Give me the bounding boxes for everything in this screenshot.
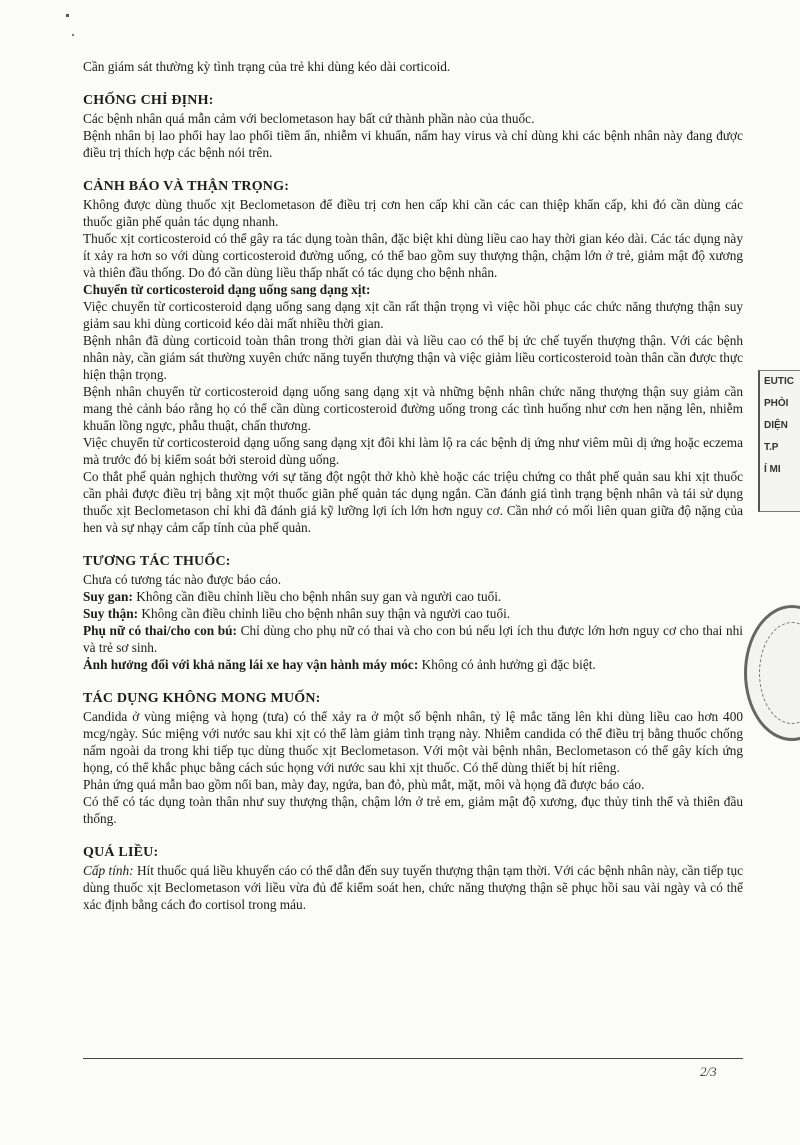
section-interactions — [83, 552, 743, 673]
paragraph: Việc chuyển từ corticosteroid dạng uống sang dạng xịt đôi khi làm lộ ra các bệnh dị ứng như viêm mũi dị ứng hoặc eczema mà trước đó bị kiểm soát bởi steroid dùng uống. — [83, 435, 743, 467]
stamp-text: T.P — [764, 442, 779, 453]
paragraph: Bệnh nhân chuyển từ corticosteroid dạng uống sang dạng xịt và những bệnh nhân chức năng thượng thận suy giảm cần mang thẻ cảnh báo rằng họ có thể cần dùng corticosteroid đường uống trong các tình huống như cơn hen nặng lên, nhiễm khuẩn lồng ngực, phẫu thuật, chấn thương. — [83, 384, 743, 433]
paragraph-acute — [83, 862, 743, 913]
section-heading: CẢNH BÁO VÀ THẬN TRỌNG: — [83, 179, 290, 194]
scan-speck — [66, 14, 69, 17]
paragraph: Co thắt phế quản nghịch thường với sự tăng đột ngột thở khò khè hoặc các triệu chứng co thắt phế quản sau khi xịt thuốc cần phải được điều trị bằng xịt một thuốc giãn phế quản tác dụng ngắn. Cần đánh giá tình trạng bệnh nhân và tái sử dụng thuốc xịt Beclometason chỉ khi đã đánh giá kỹ lưỡng lợi ích lớn hơn nguy cơ. Cần nhớ có mối liên quan giữa độ nặng của hen và sự nhạy cảm cấp tính của phế quản. — [83, 469, 743, 535]
label-kidney: Suy thận: — [83, 606, 139, 621]
seal-fragment — [744, 605, 800, 741]
text-pregnancy: Chỉ dùng cho phụ nữ có thai và cho con bú nếu lợi ích thu được lớn hơn nguy cơ cho thai nhi và trẻ sơ sinh. — [83, 623, 743, 655]
scan-speck — [72, 34, 74, 36]
subheading: Chuyển từ corticosteroid dạng uống sang dạng xịt: — [83, 282, 371, 297]
paragraph: Bệnh nhân đã dùng corticoid toàn thân trong thời gian dài và liều cao có thể bị ức chế tuyến thượng thận. Với các bệnh nhân này, cần giám sát thường xuyên chức năng tuyến thượng thận và việc giảm liều corticosteroid toàn thân cần được thực hiện thận trọng. — [83, 333, 743, 382]
paragraph: Việc chuyển từ corticosteroid dạng uống sang dạng xịt cần rất thận trọng vì việc hồi phục các chức năng thượng thận suy giảm sau khi dùng corticoid kéo dài mất nhiều thời gian. — [83, 299, 743, 331]
paragraph: Bệnh nhân bị lao phổi hay lao phổi tiềm ẩn, nhiễm vi khuẩn, nấm hay virus và chỉ dùng khi các bệnh nhân này đang được điều trị thích hợp các bệnh nói trên. — [83, 128, 743, 160]
label-pregnancy: Phụ nữ có thai/cho con bú: — [83, 623, 237, 638]
section-heading: TÁC DỤNG KHÔNG MONG MUỐN: — [83, 691, 321, 706]
footer-divider — [83, 1058, 743, 1059]
stamp-text: EUTIC — [764, 376, 794, 387]
paragraph-kidney — [83, 605, 743, 622]
stamp-fragment — [758, 370, 800, 512]
page-number: 2/3 — [700, 1064, 717, 1079]
paragraph-liver — [83, 588, 743, 605]
paragraph: Không được dùng thuốc xịt Beclometason để điều trị cơn hen cấp khi cần các can thiệp khẩn cấp, khi đó cần dùng các thuốc giãn phế quản tác dụng nhanh. — [83, 197, 743, 229]
document-body — [83, 58, 743, 929]
paragraph: Thuốc xịt corticosteroid có thể gây ra tác dụng toàn thân, đặc biệt khi dùng liều cao hay thời gian kéo dài. Các tác dụng này ít xảy ra hơn so với dùng corticosteroid đường uống, có thể bao gồm suy thượng thận, chậm lớn ở trẻ, giảm mật độ xương và thiên đầu thống. Do đó cần dùng liều thấp nhất có tác dụng cho bệnh nhân. — [83, 231, 743, 280]
section-warnings — [83, 177, 743, 536]
label-driving: Ảnh hưởng đối với khả năng lái xe hay vận hành máy móc: — [83, 657, 419, 672]
paragraph: Phản ứng quá mẫn bao gồm nổi ban, mày đay, ngứa, ban đỏ, phù mắt, mặt, môi và họng đã được báo cáo. — [83, 777, 645, 792]
paragraph: Có thể có tác dụng toàn thân như suy thượng thận, chậm lớn ở trẻ em, giảm mật độ xương, đục thủy tinh thể và thiên đầu thống. — [83, 794, 743, 826]
section-heading: QUÁ LIỀU: — [83, 845, 159, 860]
section-heading: CHỐNG CHỈ ĐỊNH: — [83, 93, 214, 108]
paragraph: Các bệnh nhân quá mẫn cảm với beclometason hay bất cứ thành phần nào của thuốc. — [83, 111, 535, 126]
text-driving: Không có ảnh hưởng gì đặc biệt. — [418, 657, 596, 672]
section-overdose — [83, 843, 743, 913]
label-liver: Suy gan: — [83, 589, 133, 604]
section-contraindications — [83, 91, 743, 161]
intro-paragraph: Cần giám sát thường kỳ tình trạng của trẻ khi dùng kéo dài corticoid. — [83, 59, 451, 74]
label-acute: Cấp tính: — [83, 863, 134, 878]
section-side-effects — [83, 689, 743, 827]
paragraph-pregnancy — [83, 622, 743, 656]
paragraph: Candida ở vùng miệng và họng (tưa) có thể xảy ra ở một số bệnh nhân, tỷ lệ mắc tăng lên khi dùng liều cao hơn 400 mcg/ngày. Súc miệng với nước sau khi xịt có thể làm giảm tình trạng này. Nhiễm candida có thể điều trị bằng thuốc chống nấm ngoài da trong khi tiếp tục dùng thuốc xịt Beclometason. Với một vài bệnh nhân, Beclometason có thể gây kích ứng họng, có thể khắc phục bằng cách súc họng với nước sau khi xịt thuốc. Có thể dùng thiết bị hít riêng. — [83, 709, 743, 775]
section-heading: TƯƠNG TÁC THUỐC: — [83, 554, 231, 569]
stamp-text: DIỆN — [764, 420, 788, 431]
text-acute: Hít thuốc quá liều khuyến cáo có thể dẫn đến suy tuyến thượng thận tạm thời. Với các bệnh nhân này, cần tiếp tục dùng thuốc xịt Beclometason với liều vừa đủ để kiểm soát hen, chức năng thượng thận sẽ phục hồi sau vài ngày và có thể xác định bằng cách đo cortisol trong máu. — [83, 863, 744, 912]
paragraph-driving — [83, 656, 743, 673]
stamp-text: Í MI — [764, 464, 781, 475]
stamp-text: PHÒI — [764, 398, 789, 409]
text-liver: Không cần điều chỉnh liều cho bệnh nhân suy gan và người cao tuổi. — [132, 589, 502, 604]
text-kidney: Không cần điều chỉnh liều cho bệnh nhân suy thận và người cao tuổi. — [138, 606, 511, 621]
paragraph: Chưa có tương tác nào được báo cáo. — [83, 572, 282, 587]
